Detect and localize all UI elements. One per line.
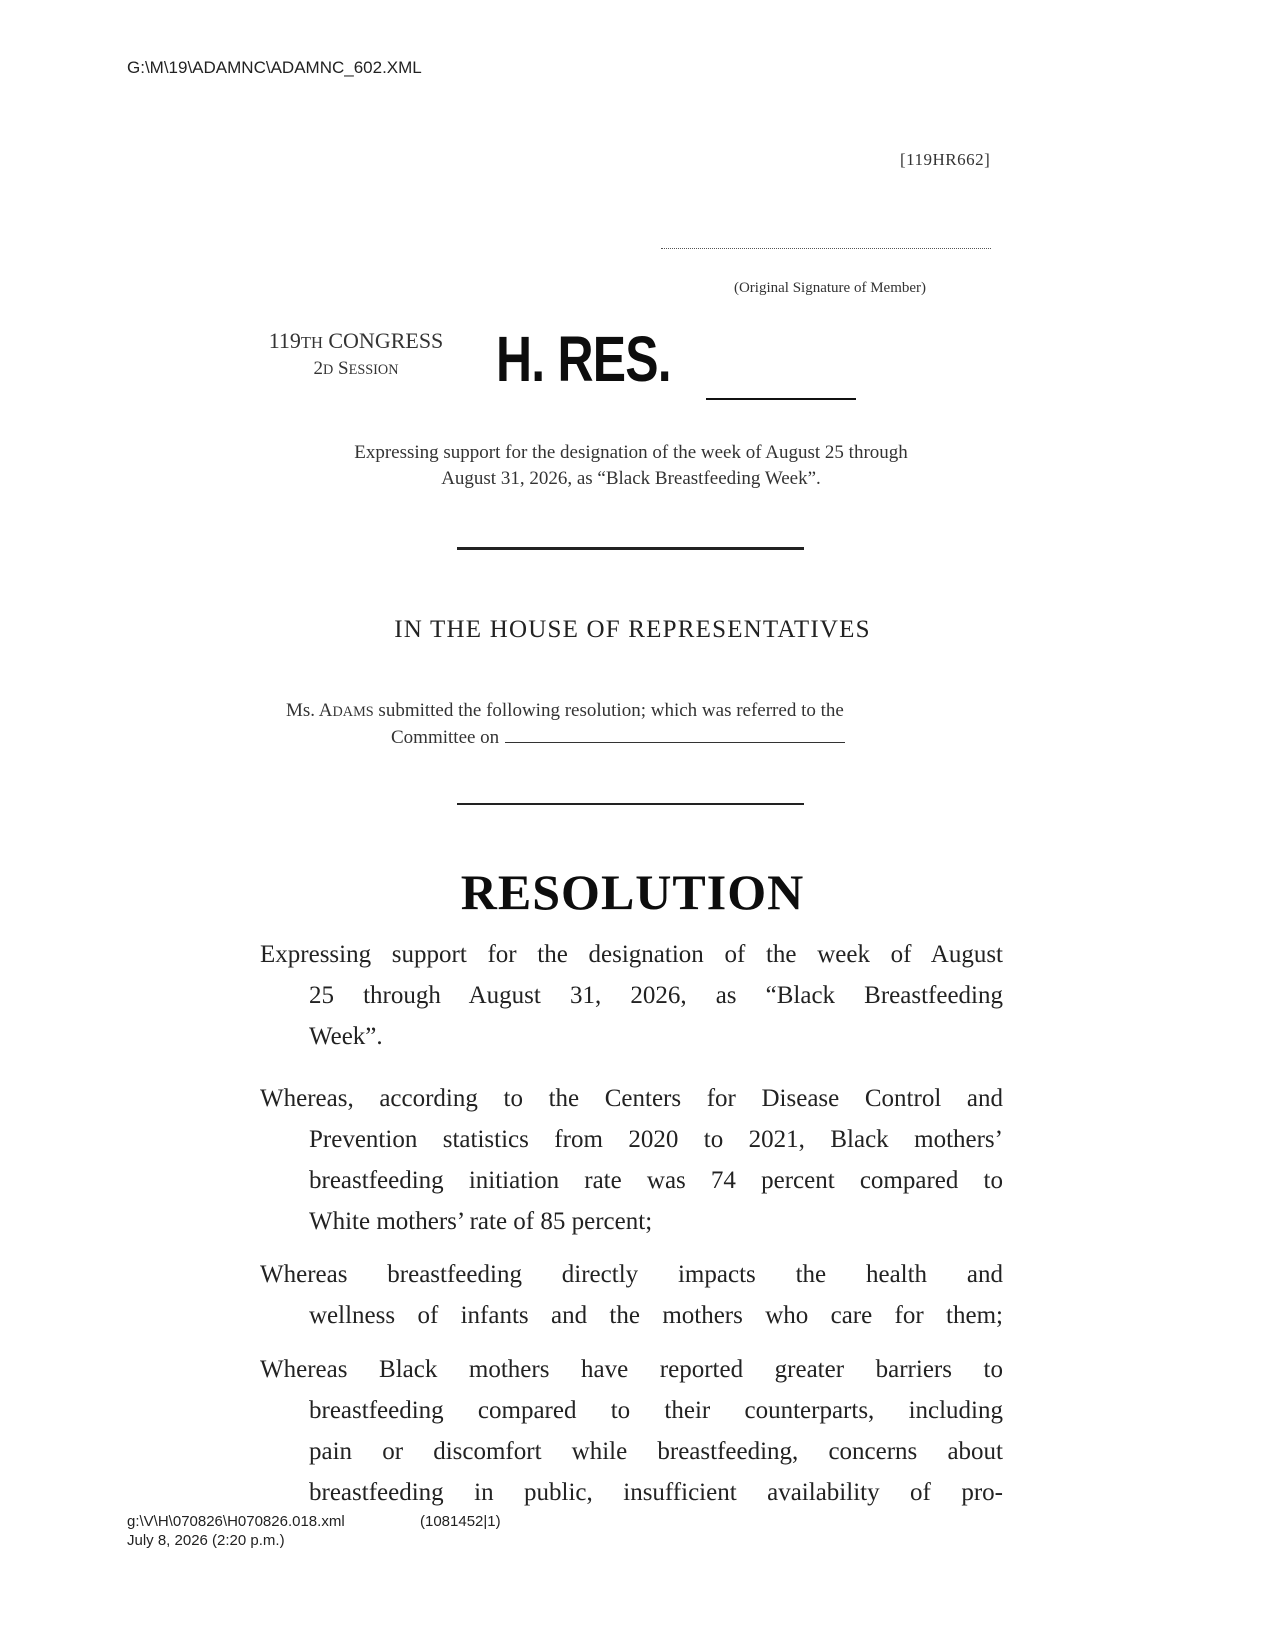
congress-session-block [246, 328, 466, 383]
document-id: [119HR662] [900, 150, 991, 169]
whereas-clause-2: Whereas breastfeeding directly impacts the health and wellness of infants and the mothers who care for them; [260, 1261, 1003, 1329]
footer-datetime: July 8, 2026 (2:20 p.m.) [127, 1532, 285, 1549]
bill-number-blank [706, 398, 856, 400]
divider-rule [457, 803, 804, 805]
sponsor-statement: Ms. ADAMS submitted the following resolution; which was referred to the Committee on [286, 700, 844, 748]
chamber-heading: IN THE HOUSE OF REPRESENTATIVES [394, 616, 871, 643]
signature-caption: (Original Signature of Member) [733, 280, 927, 296]
signature-line [661, 248, 991, 249]
divider-rule [457, 547, 804, 550]
congress-number: 119TH CONGRESS [268, 328, 444, 353]
session-number: 2D SESSION [313, 358, 399, 379]
whereas-clause-3: Whereas Black mothers have reported greater barriers to breastfeeding compared to their counterparts, including pain or discomfort while breastfeeding, concerns about breastfeeding in public, insufficient availability of pro- [260, 1356, 1003, 1506]
bill-type: H. RES. [496, 323, 671, 395]
file-path: G:\M\19\ADAMNC\ADAMNC_602.XML [127, 58, 422, 77]
resolution-title-paragraph: Expressing support for the designation of the week of August 25 through August 31, 2026, as “Black Breastfeeding Week”. [260, 941, 1003, 1050]
short-title: Expressing support for the designation of the week of August 25 through August 31, 2026, as “Black Breastfeeding Week”. [354, 442, 908, 489]
committee-blank [505, 741, 845, 743]
footer-code: (1081452|1) [420, 1513, 501, 1530]
footer-path: g:\V\H\070826\H070826.018.xml [127, 1513, 345, 1530]
resolution-heading: RESOLUTION [460, 864, 805, 920]
whereas-clause-1: Whereas, according to the Centers for Disease Control and Prevention statistics from 2020 to 2021, Black mothers’ breastfeeding initiation rate was 74 percent compared to White mothers’ rate of 85 percent; [260, 1085, 1003, 1235]
